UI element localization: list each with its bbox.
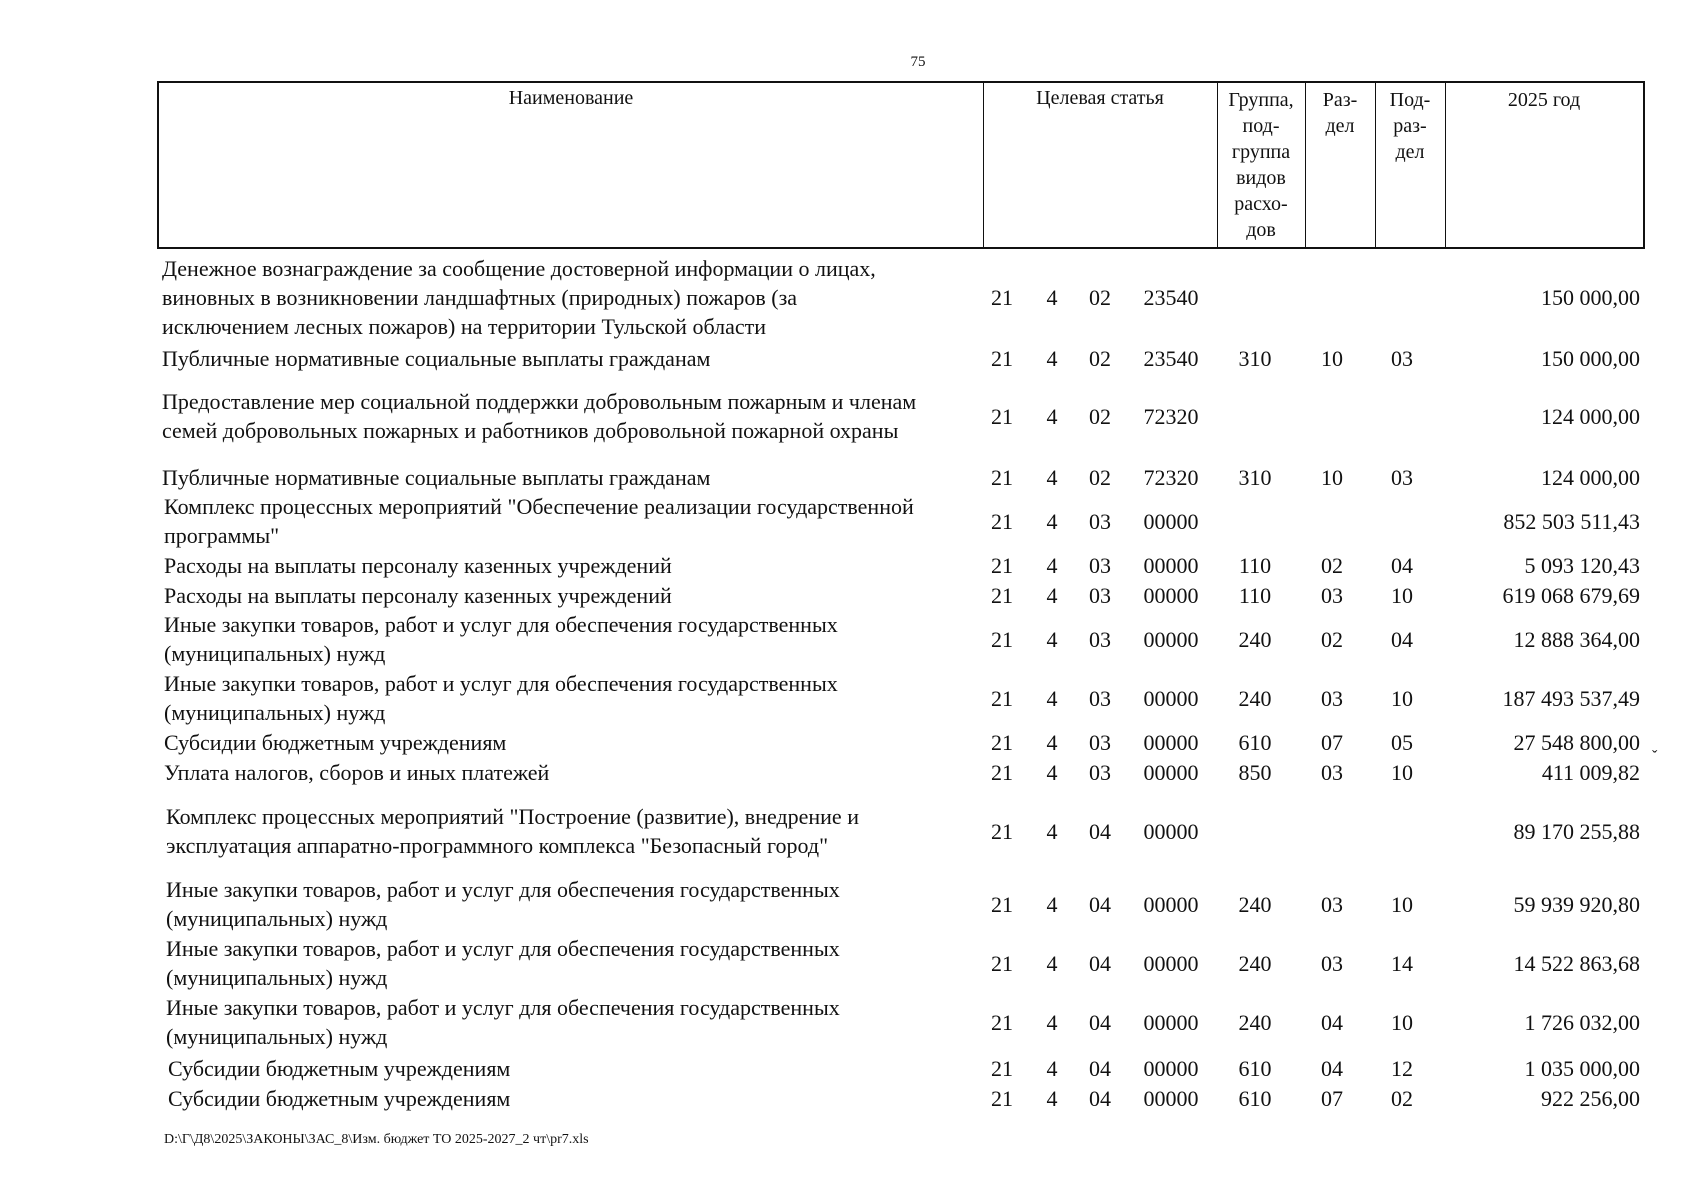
row-name [162, 462, 974, 492]
table-row [0, 875, 1696, 933]
section: 03 [1321, 759, 1343, 785]
target-code-3: 02 [1089, 345, 1111, 371]
row-name [162, 343, 974, 373]
target-code-4: 00000 [1143, 1055, 1199, 1081]
target-code-3: 02 [1089, 464, 1111, 490]
header-group-line: видов [1236, 167, 1286, 189]
target-code-2: 4 [1046, 582, 1058, 608]
expense-group: 110 [1238, 582, 1272, 608]
target-code-1: 21 [991, 552, 1013, 578]
row-name [164, 669, 976, 727]
subsection: 04 [1391, 552, 1413, 578]
row-name-line: программы" [164, 523, 280, 548]
expense-group [1220, 253, 1290, 341]
row-name-line: Субсидии бюджетным учреждениям [168, 1055, 511, 1081]
file-path-footer: D:\Г\Д8\2025\ЗАКОНЫ\ЗАС_8\Изм. бюджет ТО 2025-2027_2 чт\pr7.xls [164, 1132, 589, 1147]
target-code-1: 21 [991, 759, 1013, 785]
target-code-4: 23540 [1143, 345, 1199, 371]
target-code-2: 4 [1046, 626, 1058, 652]
amount-2025: 5 093 120,43 [1524, 552, 1640, 578]
section: 10 [1321, 464, 1343, 490]
target-code-2: 4 [1046, 508, 1058, 534]
target-code-1: 21 [991, 891, 1013, 917]
target-code-3: 02 [1089, 284, 1111, 310]
target-code-4: 00000 [1143, 729, 1199, 755]
row-name-line: (муниципальных) нужд [164, 700, 386, 725]
row-name-line: Комплекс процессных мероприятий "Построение (развитие), внедрение и [166, 804, 859, 829]
amount-2025: 124 000,00 [1541, 403, 1640, 429]
row-name-line: Расходы на выплаты персоналу казенных учреждений [164, 582, 672, 608]
section: 07 [1321, 1085, 1343, 1111]
target-code-1: 21 [991, 685, 1013, 711]
header-group-line: дов [1246, 219, 1276, 241]
row-name-line: (муниципальных) нужд [166, 1024, 388, 1049]
table-row [0, 462, 1696, 492]
expense-group: 240 [1238, 891, 1272, 917]
amount-2025: 619 068 679,69 [1502, 582, 1640, 608]
table-row [0, 385, 1696, 447]
header-group-line: расхо- [1234, 193, 1288, 215]
row-name-line: Уплата налогов, сборов и иных платежей [164, 759, 550, 785]
target-code-3: 03 [1089, 582, 1111, 608]
row-name [168, 1053, 980, 1083]
expense-group: 310 [1238, 345, 1272, 371]
header-year: 2025 год [1507, 89, 1581, 111]
row-name-line: Субсидии бюджетным учреждениям [164, 729, 507, 755]
header-razdel-line: дел [1325, 115, 1355, 137]
row-name-line: Иные закупки товаров, работ и услуг для обеспечения государственных [164, 612, 838, 637]
row-name-line: Расходы на выплаты персоналу казенных учреждений [164, 552, 672, 578]
target-code-2: 4 [1046, 729, 1058, 755]
row-name [162, 253, 974, 341]
target-code-3: 04 [1089, 891, 1111, 917]
row-name [166, 800, 978, 862]
row-name-line: Иные закупки товаров, работ и услуг для обеспечения государственных [164, 671, 838, 696]
target-code-2: 4 [1046, 891, 1058, 917]
header-podrazdel-line: дел [1395, 141, 1425, 163]
target-code-2: 4 [1046, 1085, 1058, 1111]
row-name-line: Денежное вознаграждение за сообщение достоверной информации о лицах, [162, 255, 876, 281]
target-code-2: 4 [1046, 1009, 1058, 1035]
header-razdel-line: Раз- [1322, 89, 1358, 111]
subsection: 02 [1391, 1085, 1413, 1111]
expense-group: 110 [1238, 552, 1272, 578]
row-name-line: Публичные нормативные социальные выплаты гражданам [162, 345, 711, 371]
target-code-4: 00000 [1143, 582, 1199, 608]
row-name-line: семей добровольных пожарных и работников добровольной пожарной охраны [162, 418, 899, 443]
target-code-1: 21 [991, 508, 1013, 534]
row-name [168, 1083, 980, 1113]
row-name [164, 492, 976, 550]
table-row [0, 1053, 1696, 1083]
subsection: 12 [1391, 1055, 1413, 1081]
target-code-4: 00000 [1143, 1009, 1199, 1035]
target-code-1: 21 [991, 1055, 1013, 1081]
table-row [0, 993, 1696, 1051]
section: 02 [1321, 552, 1343, 578]
header-razdel [1305, 87, 1375, 139]
target-code-4: 00000 [1143, 891, 1199, 917]
table-row [0, 343, 1696, 373]
expense-group [1220, 492, 1290, 550]
header-podrazdel [1375, 87, 1445, 165]
amount-2025: 852 503 511,43 [1503, 508, 1640, 534]
amount-2025: 1 035 000,00 [1524, 1055, 1640, 1081]
table-row [0, 727, 1696, 757]
section: 04 [1321, 1009, 1343, 1035]
table-row [0, 610, 1696, 668]
target-code-3: 03 [1089, 729, 1111, 755]
target-code-2: 4 [1046, 950, 1058, 976]
section [1300, 385, 1364, 447]
target-code-4: 00000 [1143, 818, 1199, 844]
table-row [0, 757, 1696, 787]
expense-group [1220, 800, 1290, 862]
target-code-3: 03 [1089, 759, 1111, 785]
row-name-line: Иные закупки товаров, работ и услуг для обеспечения государственных [166, 936, 840, 961]
target-code-3: 04 [1089, 1055, 1111, 1081]
section [1300, 800, 1364, 862]
target-code-3: 03 [1089, 626, 1111, 652]
header-target: Целевая статья [1036, 87, 1164, 109]
row-name-line: эксплуатация аппаратно-программного комплекса "Безопасный город" [166, 833, 829, 858]
expense-group: 240 [1238, 685, 1272, 711]
section: 03 [1321, 950, 1343, 976]
subsection [1370, 800, 1434, 862]
target-code-2: 4 [1046, 1055, 1058, 1081]
row-name-line: (муниципальных) нужд [166, 906, 388, 931]
expense-group: 610 [1238, 1055, 1272, 1081]
target-code-1: 21 [991, 284, 1013, 310]
amount-2025: 922 256,00 [1541, 1085, 1640, 1111]
target-code-4: 72320 [1143, 464, 1199, 490]
row-name [166, 934, 978, 992]
amount-2025: 14 522 863,68 [1513, 950, 1640, 976]
amount-2025: 1 726 032,00 [1524, 1009, 1640, 1035]
section: 10 [1321, 345, 1343, 371]
subsection: 10 [1391, 582, 1413, 608]
target-code-4: 00000 [1143, 685, 1199, 711]
target-code-1: 21 [991, 464, 1013, 490]
target-code-2: 4 [1046, 345, 1058, 371]
target-code-3: 04 [1089, 1085, 1111, 1111]
section: 03 [1321, 582, 1343, 608]
subsection: 04 [1391, 626, 1413, 652]
row-name [166, 993, 978, 1051]
table-row [0, 550, 1696, 580]
section: 07 [1321, 729, 1343, 755]
expense-group: 610 [1238, 1085, 1272, 1111]
expense-group: 240 [1238, 626, 1272, 652]
expense-group: 240 [1238, 950, 1272, 976]
amount-2025: 150 000,00 [1541, 284, 1640, 310]
target-code-1: 21 [991, 403, 1013, 429]
target-code-2: 4 [1046, 464, 1058, 490]
target-code-2: 4 [1046, 759, 1058, 785]
subsection: 10 [1391, 891, 1413, 917]
amount-2025: 150 000,00 [1541, 345, 1640, 371]
amount-2025: 89 170 255,88 [1513, 818, 1640, 844]
header-group-line: Группа, [1228, 89, 1294, 111]
target-code-3: 04 [1089, 818, 1111, 844]
header-group [1217, 87, 1305, 243]
expense-group [1220, 385, 1290, 447]
target-code-1: 21 [991, 818, 1013, 844]
amount-2025: 12 888 364,00 [1513, 626, 1640, 652]
target-code-1: 21 [991, 582, 1013, 608]
header-podrazdel-line: раз- [1393, 115, 1427, 137]
amount-2025: 411 009,82 [1541, 759, 1640, 785]
target-code-2: 4 [1046, 284, 1058, 310]
target-code-1: 21 [991, 1085, 1013, 1111]
table-row [0, 253, 1696, 341]
row-name-line: виновных в возникновении ландшафтных (природных) пожаров (за [162, 284, 798, 310]
target-code-2: 4 [1046, 685, 1058, 711]
target-code-1: 21 [991, 626, 1013, 652]
table-row [0, 800, 1696, 862]
row-name [164, 580, 976, 610]
subsection [1370, 253, 1434, 341]
row-name-line: (муниципальных) нужд [164, 641, 386, 666]
section [1300, 253, 1364, 341]
amount-2025: 187 493 537,49 [1502, 685, 1640, 711]
header-group-line: группа [1231, 141, 1291, 163]
table-row [0, 1083, 1696, 1113]
subsection [1370, 492, 1434, 550]
row-name-line: Предоставление мер социальной поддержки добровольным пожарным и членам [162, 389, 917, 414]
table-row [0, 934, 1696, 992]
subsection: 03 [1391, 345, 1413, 371]
amount-2025: 59 939 920,80 [1513, 891, 1640, 917]
target-code-2: 4 [1046, 818, 1058, 844]
target-code-4: 72320 [1143, 403, 1199, 429]
row-name [164, 550, 976, 580]
target-code-4: 00000 [1143, 552, 1199, 578]
subsection: 03 [1391, 464, 1413, 490]
row-name-line: Иные закупки товаров, работ и услуг для обеспечения государственных [166, 995, 840, 1020]
header-group-line: под- [1242, 115, 1280, 137]
target-code-2: 4 [1046, 552, 1058, 578]
amount-2025: 27 548 800,00 [1513, 729, 1640, 755]
row-name-line: (муниципальных) нужд [166, 965, 388, 990]
target-code-1: 21 [991, 950, 1013, 976]
amount-2025: 124 000,00 [1541, 464, 1640, 490]
target-code-4: 00000 [1143, 950, 1199, 976]
target-code-3: 03 [1089, 508, 1111, 534]
target-code-3: 03 [1089, 685, 1111, 711]
target-code-3: 02 [1089, 403, 1111, 429]
header-name: Наименование [508, 87, 634, 109]
row-name [164, 727, 976, 757]
row-name-line: Публичные нормативные социальные выплаты гражданам [162, 464, 711, 490]
table-row [0, 669, 1696, 727]
expense-group: 310 [1238, 464, 1272, 490]
subsection: 10 [1391, 1009, 1413, 1035]
target-code-3: 04 [1089, 950, 1111, 976]
target-code-4: 00000 [1143, 759, 1199, 785]
row-name [166, 875, 978, 933]
section [1300, 492, 1364, 550]
target-code-4: 00000 [1143, 626, 1199, 652]
row-name-line: исключением лесных пожаров) на территории Тульской области [162, 313, 766, 339]
table-row [0, 580, 1696, 610]
row-name-line: Комплекс процессных мероприятий "Обеспечение реализации государственной [164, 494, 914, 519]
table-header [157, 81, 1645, 249]
target-code-4: 23540 [1143, 284, 1199, 310]
row-name [162, 385, 974, 447]
target-code-1: 21 [991, 1009, 1013, 1035]
target-code-3: 03 [1089, 552, 1111, 578]
row-name-line: Субсидии бюджетным учреждениям [168, 1085, 511, 1111]
expense-group: 610 [1238, 729, 1272, 755]
target-code-2: 4 [1046, 403, 1058, 429]
expense-group: 240 [1238, 1009, 1272, 1035]
stray-mark: ˇ [1652, 748, 1658, 765]
target-code-4: 00000 [1143, 1085, 1199, 1111]
page-number: 75 [910, 54, 926, 70]
section: 03 [1321, 891, 1343, 917]
target-code-3: 04 [1089, 1009, 1111, 1035]
section: 04 [1321, 1055, 1343, 1081]
target-code-4: 00000 [1143, 508, 1199, 534]
subsection: 10 [1391, 759, 1413, 785]
header-podrazdel-line: Под- [1389, 89, 1431, 111]
subsection: 10 [1391, 685, 1413, 711]
row-name [164, 757, 976, 787]
section: 02 [1321, 626, 1343, 652]
section: 03 [1321, 685, 1343, 711]
row-name-line: Иные закупки товаров, работ и услуг для обеспечения государственных [166, 877, 840, 902]
subsection [1370, 385, 1434, 447]
table-row [0, 492, 1696, 550]
row-name [164, 610, 976, 668]
subsection: 14 [1391, 950, 1413, 976]
expense-group: 850 [1238, 759, 1272, 785]
target-code-1: 21 [991, 729, 1013, 755]
target-code-1: 21 [991, 345, 1013, 371]
subsection: 05 [1391, 729, 1413, 755]
